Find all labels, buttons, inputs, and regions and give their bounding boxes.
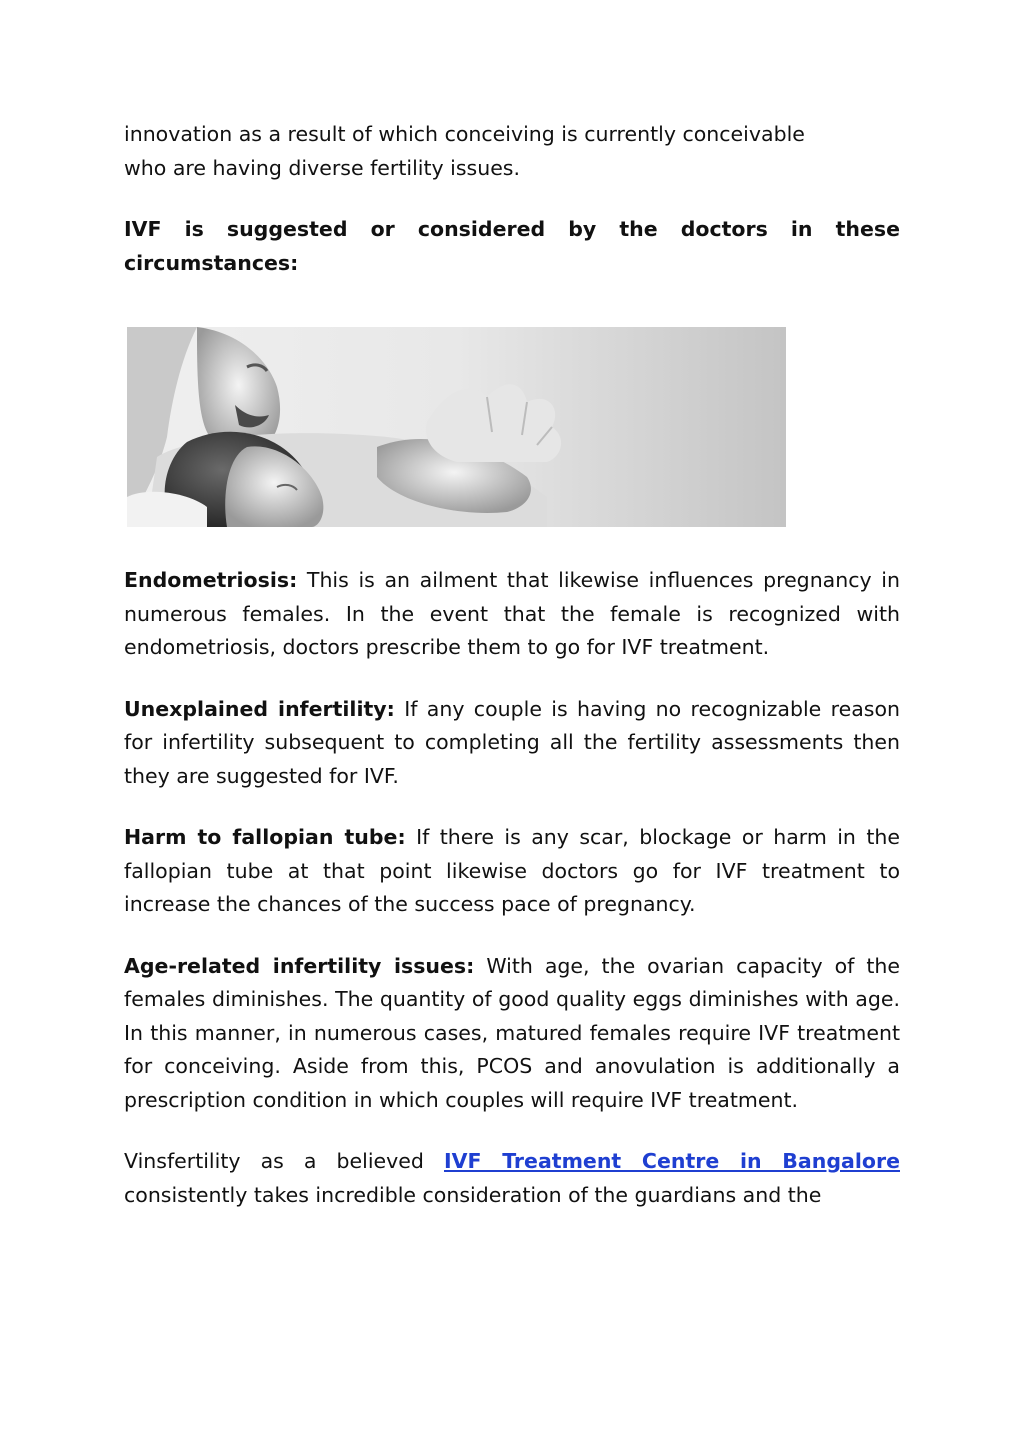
intro-line-1: innovation as a result of which conceiving is currently conceivable bbox=[124, 122, 805, 146]
closing-text-before: Vinsfertility as a believed bbox=[124, 1149, 444, 1173]
closing-paragraph bbox=[124, 1145, 900, 1212]
age-related-body: With age, the ovarian capacity of the females diminishes. The quantity of good quality eggs diminishes with age. In this manner, in numerous cases, matured females require IVF treatment for conceiving. Aside from this, PCOS and anovulation is additionally a prescription condition in which couples will require IVF treatment. bbox=[124, 953, 900, 1112]
unexplained-infertility-title: Unexplained infertility: bbox=[124, 696, 395, 721]
unexplained-infertility-body: If any couple is having no recognizable reason for infertility subsequent to completing all the fertility assessments then they are suggested for IVF. bbox=[124, 696, 900, 788]
unexplained-infertility-paragraph bbox=[124, 693, 900, 794]
intro-paragraph bbox=[124, 118, 900, 185]
ivf-centre-link[interactable]: IVF Treatment Centre in Bangalore bbox=[444, 1149, 900, 1173]
age-related-paragraph bbox=[124, 950, 900, 1118]
fallopian-tube-paragraph bbox=[124, 821, 900, 922]
endometriosis-paragraph bbox=[124, 564, 900, 665]
mother-baby-photo bbox=[127, 327, 786, 527]
intro-line-2: who are having diverse fertility issues. bbox=[124, 155, 521, 180]
photo-illustration bbox=[127, 327, 786, 527]
endometriosis-body: This is an ailment that likewise influences pregnancy in numerous females. In the event that the female is recognized with endometriosis, doctors prescribe them to go for IVF treatment. bbox=[124, 568, 900, 659]
closing-text-after: consistently takes incredible consideration of the guardians and the bbox=[124, 1182, 822, 1207]
endometriosis-title: Endometriosis: bbox=[124, 568, 298, 592]
age-related-title: Age-related infertility issues: bbox=[124, 953, 475, 978]
fallopian-tube-title: Harm to fallopian tube: bbox=[124, 825, 406, 849]
section-heading: IVF is suggested or considered by the doctors in these circumstances: bbox=[124, 217, 900, 275]
fallopian-tube-body: If there is any scar, blockage or harm in the fallopian tube at that point likewise doctors go for IVF treatment to increase the chances of the success pace of pregnancy. bbox=[124, 825, 900, 916]
document-page bbox=[124, 118, 900, 1212]
